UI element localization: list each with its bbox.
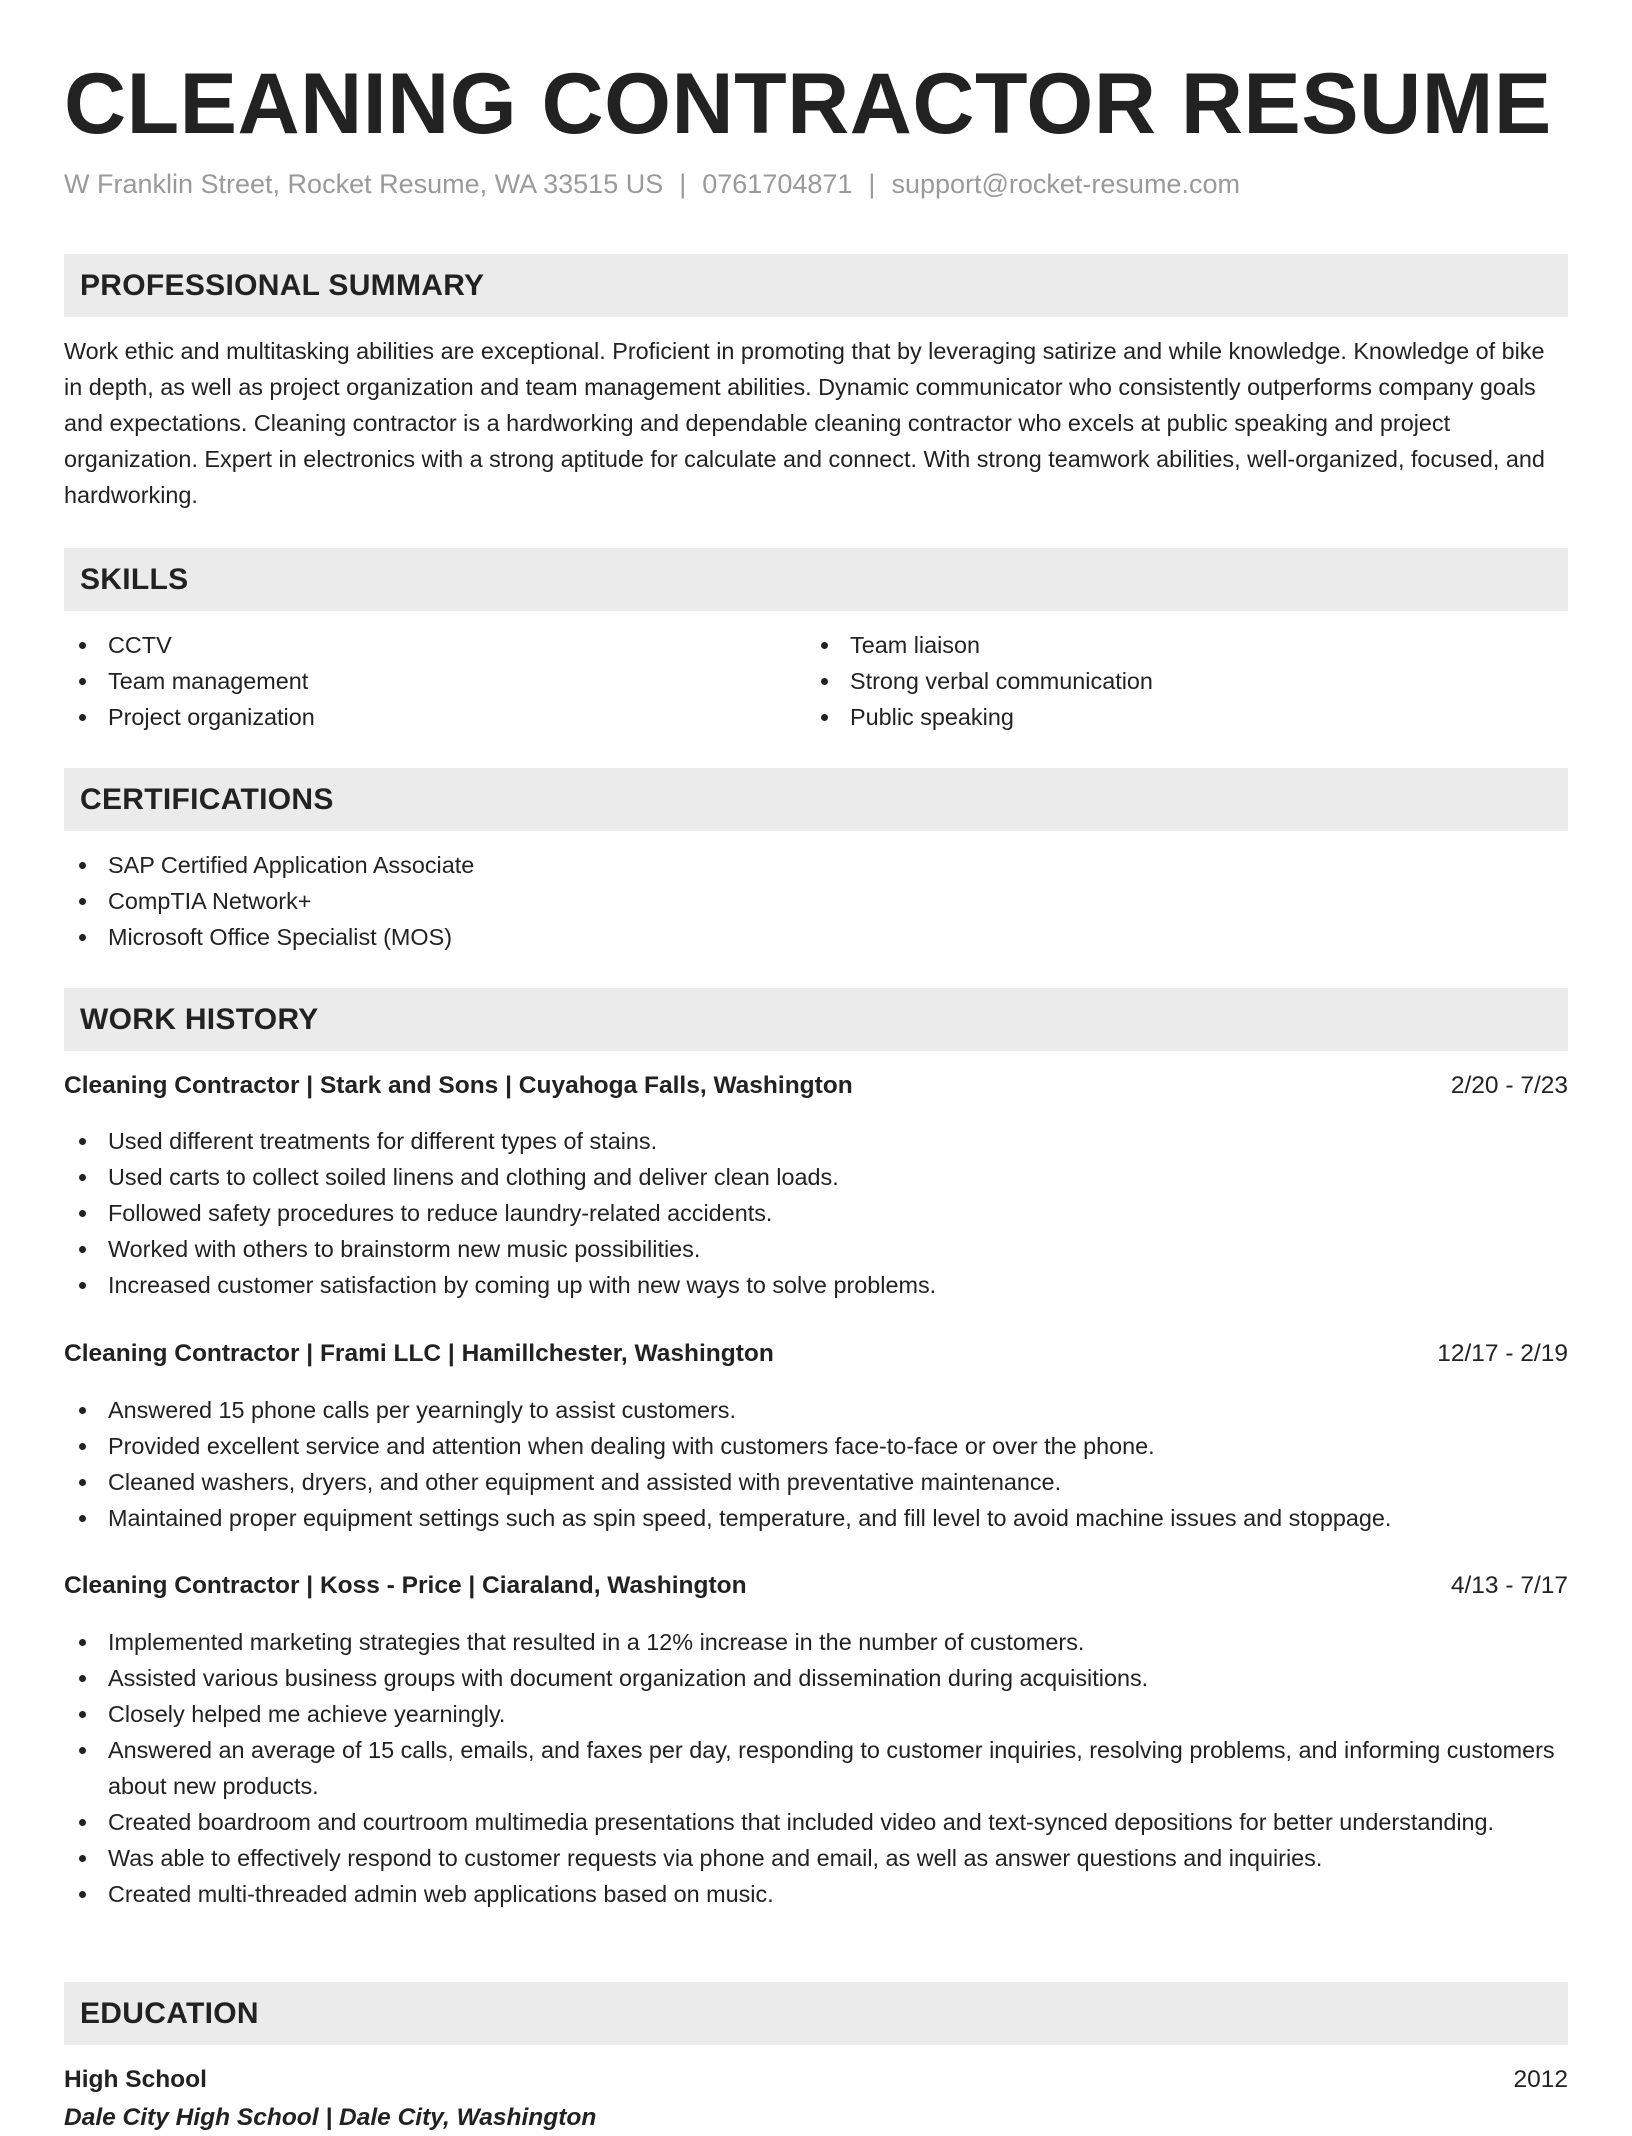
skill-item: Team management — [64, 663, 806, 699]
skill-item: Team liaison — [806, 627, 1568, 663]
job-bullet: Used carts to collect soiled linens and clothing and deliver clean loads. — [64, 1159, 1568, 1195]
section-header-skills — [64, 548, 1568, 611]
job-bullets — [64, 1123, 1568, 1303]
section-heading: CERTIFICATIONS — [80, 783, 334, 816]
job-bullet: Used different treatments for different types of stains. — [64, 1123, 1568, 1159]
education-school: Dale City High School | Dale City, Washington — [64, 2104, 597, 2131]
section-heading: WORK HISTORY — [80, 1003, 319, 1036]
certifications-list — [64, 847, 1568, 955]
skill-item: CCTV — [64, 627, 806, 663]
job-bullets — [64, 1624, 1568, 1912]
section-heading: EDUCATION — [80, 1997, 259, 2030]
job-bullet: Maintained proper equipment settings such as spin speed, temperature, and fill level to avoid machine issues and stoppage. — [64, 1500, 1568, 1536]
job-title: Cleaning Contractor | Stark and Sons | Cuyahoga Falls, Washington — [64, 1072, 853, 1099]
job-bullet: Assisted various business groups with document organization and dissemination during acquisitions. — [64, 1660, 1568, 1696]
job-bullet: Answered 15 phone calls per yearningly to assist customers. — [64, 1392, 1568, 1428]
job-bullet: Created multi-threaded admin web applications based on music. — [64, 1876, 1568, 1912]
education-year: 2012 — [1513, 2066, 1568, 2093]
job-title: Cleaning Contractor | Koss - Price | Ciaraland, Washington — [64, 1572, 747, 1599]
section-heading: PROFESSIONAL SUMMARY — [80, 269, 485, 302]
job-bullet: Created boardroom and courtroom multimedia presentations that included video and text-synced depositions for better understanding. — [64, 1804, 1568, 1840]
skills-list-right — [806, 627, 1568, 735]
job-bullet: Closely helped me achieve yearningly. — [64, 1696, 1568, 1732]
job-bullet: Provided excellent service and attention when dealing with customers face-to-face or over the phone. — [64, 1428, 1568, 1464]
skill-item: Project organization — [64, 699, 806, 735]
education-degree: High School — [64, 2066, 207, 2093]
certification-item: Microsoft Office Specialist (MOS) — [64, 919, 1568, 955]
section-header-work-history — [64, 988, 1568, 1051]
contact-email: support@rocket-resume.com — [891, 169, 1240, 199]
certification-item: CompTIA Network+ — [64, 883, 1568, 919]
section-header-education — [64, 1982, 1568, 2045]
job-dates: 12/17 - 2/19 — [1437, 1340, 1568, 1367]
contact-separator: | — [679, 169, 687, 199]
job-title: Cleaning Contractor | Frami LLC | Hamillchester, Washington — [64, 1340, 774, 1367]
contact-line — [64, 166, 1240, 202]
contact-phone: 0761704871 — [702, 169, 853, 199]
job-bullet: Implemented marketing strategies that resulted in a 12% increase in the number of customers. — [64, 1624, 1568, 1660]
job-bullet: Answered an average of 15 calls, emails, and faxes per day, responding to customer inquiries, resolving problems, and informing customers about new products. — [64, 1732, 1568, 1804]
job-dates: 2/20 - 7/23 — [1450, 1072, 1568, 1099]
skill-item: Public speaking — [806, 699, 1568, 735]
skills-list-left — [64, 627, 806, 735]
job-bullet: Increased customer satisfaction by coming up with new ways to solve problems. — [64, 1267, 1568, 1303]
skill-item: Strong verbal communication — [806, 663, 1568, 699]
section-header-certifications — [64, 768, 1568, 831]
job-bullet: Cleaned washers, dryers, and other equipment and assisted with preventative maintenance. — [64, 1464, 1568, 1500]
contact-address: W Franklin Street, Rocket Resume, WA 33515 US — [64, 169, 664, 199]
section-heading: SKILLS — [80, 563, 189, 596]
job-bullet: Was able to effectively respond to customer requests via phone and email, as well as answer questions and inquiries. — [64, 1840, 1568, 1876]
section-header-summary — [64, 254, 1568, 317]
job-bullet: Worked with others to brainstorm new music possibilities. — [64, 1231, 1568, 1267]
resume-title: CLEANING CONTRACTOR RESUME — [64, 56, 1552, 152]
job-bullet: Followed safety procedures to reduce laundry-related accidents. — [64, 1195, 1568, 1231]
job-bullets — [64, 1392, 1568, 1536]
certification-item: SAP Certified Application Associate — [64, 847, 1568, 883]
job-dates: 4/13 - 7/17 — [1450, 1572, 1568, 1599]
contact-separator: | — [868, 169, 876, 199]
summary-text: Work ethic and multitasking abilities are exceptional. Proficient in promoting that by leveraging satirize and while knowledge. Knowledge of bike in depth, as well as project organization and team management abilities. Dynamic communicator who consistently outperforms company goals and expectations. Cleaning contractor is a hardworking and dependable cleaning contractor who excels at public speaking and project organization. Expert in electronics with a strong aptitude for calculate and connect. With strong teamwork abilities, well-organized, focused, and hardworking. — [64, 338, 1545, 508]
